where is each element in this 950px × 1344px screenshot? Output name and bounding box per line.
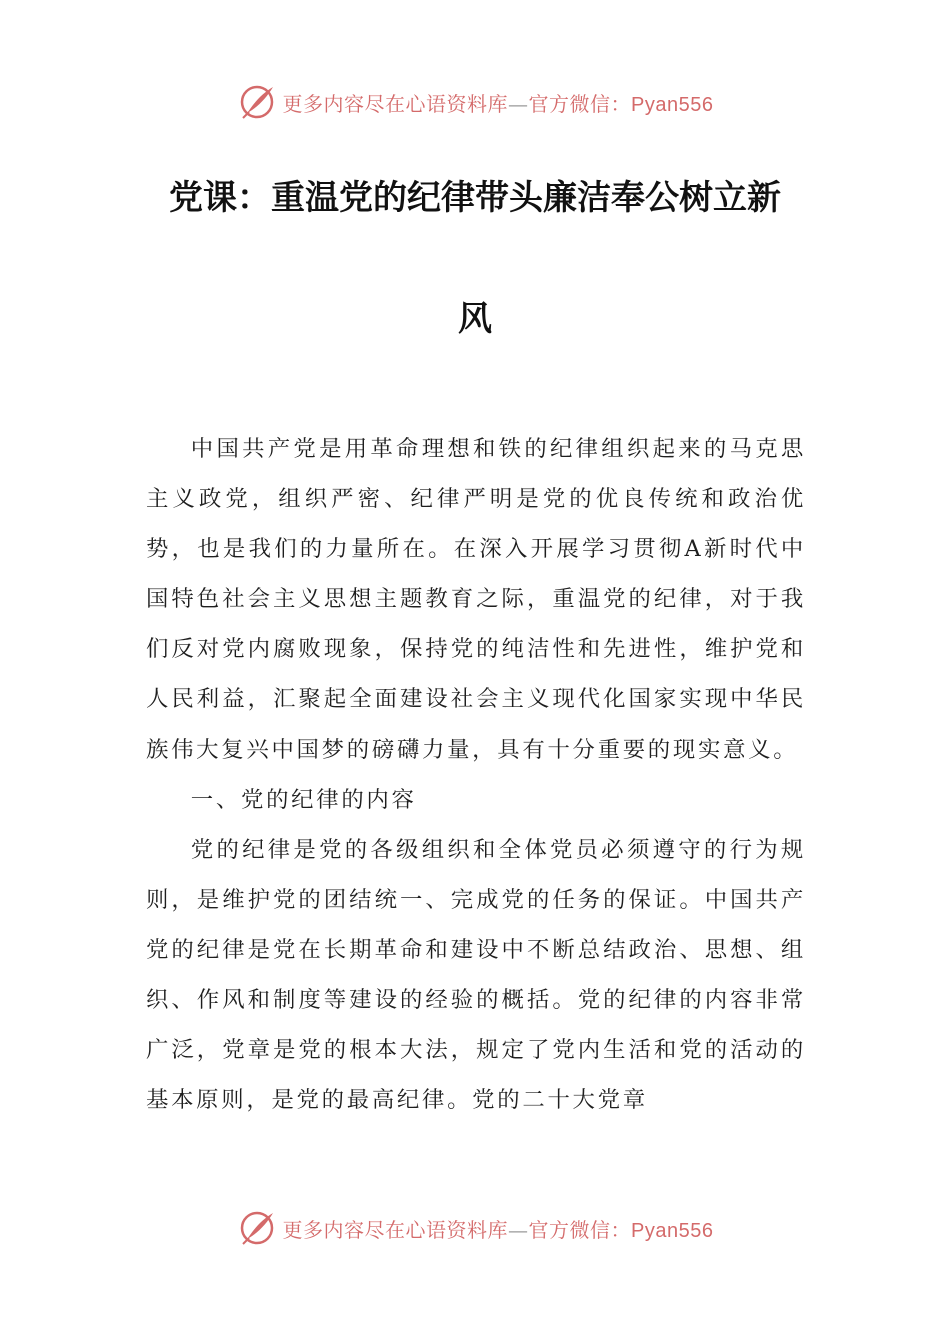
quill-pen-logo-icon bbox=[237, 1208, 277, 1248]
document-body bbox=[146, 424, 806, 1125]
document-title-line-1: 党课：重温党的纪律带头廉洁奉公树立新 bbox=[169, 178, 781, 218]
watermark-text: 更多内容尽在心语资料库—官方微信：Pyan556 bbox=[282, 91, 714, 116]
wechat-id: Pyan556 bbox=[631, 93, 714, 116]
paragraph-discipline: 党的纪律是党的各级组织和全体党员必须遵守的行为规则，是维护党的团结统一、完成党的任务的保证。中国共产党的纪律是党在长期革命和建设中不断总结政治、思想、组织、作风和制度等建设的经验的概括。党的纪律的内容非常广泛，党章是党的根本大法，规定了党内生活和党的活动的基本原则，是党的最高纪律。党的二十大党章 bbox=[146, 836, 806, 1114]
watermark-header bbox=[0, 82, 950, 122]
quill-pen-logo-icon bbox=[237, 82, 277, 122]
watermark-text: 更多内容尽在心语资料库—官方微信：Pyan556 bbox=[282, 1217, 714, 1242]
watermark-footer bbox=[0, 1208, 950, 1248]
wechat-id: Pyan556 bbox=[631, 1219, 714, 1242]
paragraph-intro: 中国共产党是用革命理想和铁的纪律组织起来的马克思主义政党，组织严密、纪律严明是党的优良传统和政治优势，也是我们的力量所在。在深入开展学习贯彻A新时代中国特色社会主义思想主题教育之际，重温党的纪律，对于我们反对党内腐败现象，保持党的纯洁性和先进性，维护党和人民利益，汇聚起全面建设社会主义现代化国家实现中华民族伟大复兴中国梦的磅礴力量，具有十分重要的现实意义。 bbox=[146, 436, 806, 763]
document-title-line-2: 风 bbox=[458, 299, 492, 339]
section-heading: 一、党的纪律的内容 bbox=[190, 786, 417, 813]
